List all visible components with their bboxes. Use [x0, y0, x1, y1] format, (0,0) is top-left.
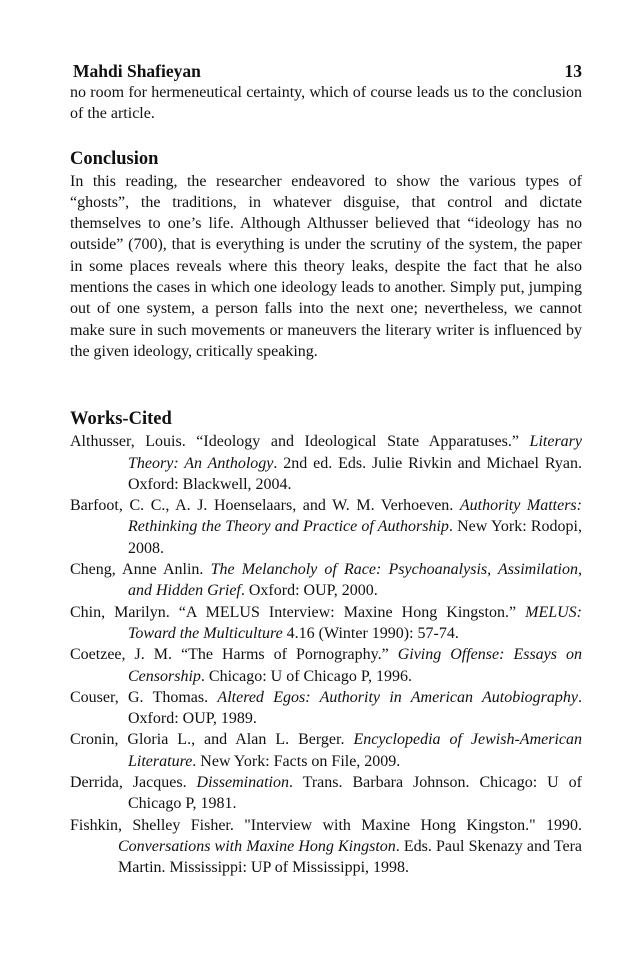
- conclusion-paragraph: In this reading, the researcher endeavored to show the various types of “ghosts”, the traditions, in whatever disguise, that control and dictate themselves to one’s life. Although Althusser believed that “ideology has no outside” (700), that is everything is under the scrutiny of the system, the paper in some places reveals where this theory leaks, despite the fact that he also mentions the cases in which one ideology leads to another. Simply put, jumping out of one system, a person falls into the next one; nevertheless, we cannot make sure in such movements or maneuvers the literary writer is influenced by the given ideology, critically speaking.: [70, 172, 582, 360]
- reference-lead: Cheng, Anne Anlin.: [70, 561, 211, 579]
- reference-tail: . New York: Facts on File, 2009.: [192, 752, 401, 770]
- reference-tail: . New York: Rodopi, 2008.: [128, 518, 582, 557]
- page-number: 13: [564, 61, 582, 81]
- works-cited-heading: Works-Cited: [70, 409, 172, 430]
- reference-tail: 4.16 (Winter 1990): 57-74.: [282, 624, 459, 642]
- page: [70, 60, 582, 879]
- reference-title: Giving Offense: Essays on Censorship: [128, 646, 583, 685]
- reference-tail: . Eds. Paul Skenazy and Tera Martin. Mississippi: UP of Mississippi, 1998.: [118, 837, 582, 877]
- reference-title: Conversations with Maxine Hong Kingston: [118, 837, 396, 855]
- works-cited-list: [70, 431, 582, 878]
- reference-lead: Chin, Marilyn. “A MELUS Interview: Maxine Hong Kingston.”: [70, 603, 526, 621]
- reference-entry: [70, 687, 582, 730]
- reference-title: MELUS: Toward the Multiculture: [128, 603, 582, 642]
- header-author: Mahdi Shafieyan: [73, 61, 201, 81]
- reference-entry: [70, 495, 582, 559]
- reference-tail: . Chicago: U of Chicago P, 1996.: [200, 667, 412, 685]
- reference-lead: Derrida, Jacques.: [70, 774, 197, 792]
- reference-lead: Coetzee, J. M. “The Harms of Pornography.”: [70, 646, 398, 664]
- intro-paragraph: no room for hermeneutical certainty, which of course leads us to the conclusion of the article.: [70, 84, 582, 123]
- reference-lead: Couser, G. Thomas.: [70, 688, 218, 706]
- reference-entry: [70, 559, 582, 602]
- reference-entry: [70, 644, 582, 687]
- reference-title: Literary Theory: An Anthology: [128, 433, 582, 472]
- reference-entry: [70, 815, 582, 879]
- reference-title: Encyclopedia of Jewish-American Literature: [128, 731, 582, 770]
- running-header: [70, 60, 582, 82]
- reference-tail: . Oxford: OUP, 1989.: [128, 688, 582, 728]
- reference-entry: [70, 602, 582, 645]
- reference-tail: . 2nd ed. Eds. Julie Rivkin and Michael Ryan. Oxford: Blackwell, 2004.: [128, 454, 582, 493]
- reference-title: Dissemination: [196, 774, 289, 792]
- reference-entry: [70, 729, 582, 772]
- reference-title: Altered Egos: Authority in American Autobiography: [217, 688, 578, 706]
- reference-entry: [70, 772, 582, 815]
- reference-lead: Barfoot, C. C., A. J. Hoenselaars, and W. M. Verhoeven.: [70, 497, 460, 515]
- reference-lead: Cronin, Gloria L., and Alan L. Berger.: [70, 731, 354, 749]
- reference-lead: Fishkin, Shelley Fisher. "Interview with Maxine Hong Kingston." 1990.: [70, 816, 582, 834]
- reference-tail: . Trans. Barbara Johnson. Chicago: U of Chicago P, 1981.: [128, 774, 583, 813]
- reference-title: Authority Matters: Rethinking the Theory and Practice of Authorship: [128, 497, 582, 536]
- conclusion-heading: Conclusion: [70, 148, 159, 169]
- reference-lead: Althusser, Louis. “Ideology and Ideological State Apparatuses.”: [70, 433, 530, 451]
- reference-title: The Melancholy of Race: Psychoanalysis, Assimilation, and Hidden Grief: [128, 561, 582, 600]
- reference-entry: [70, 431, 582, 495]
- reference-tail: . Oxford: OUP, 2000.: [240, 582, 378, 600]
